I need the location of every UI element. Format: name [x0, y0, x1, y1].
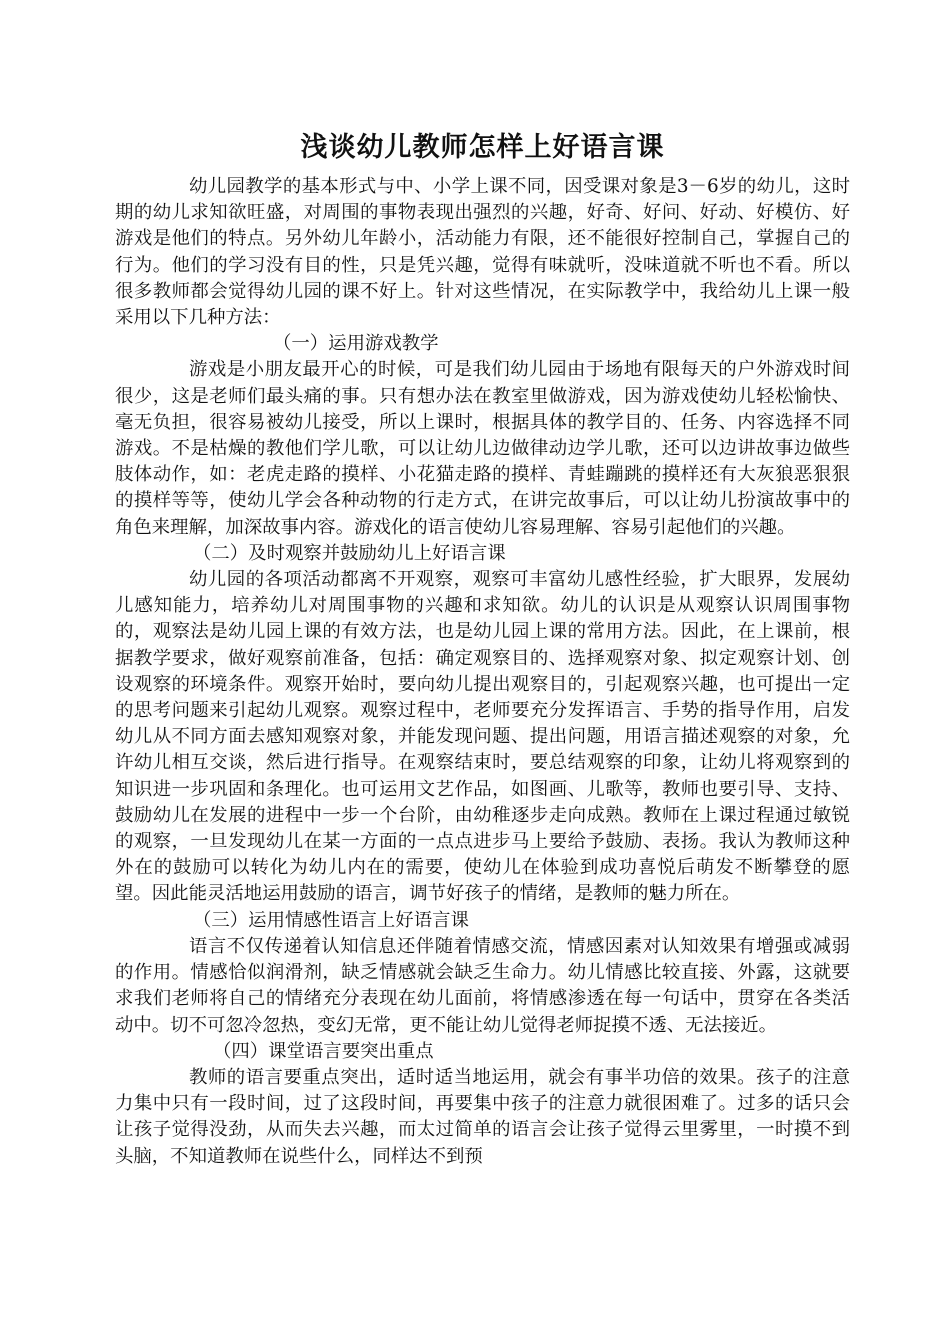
section-body-1: 游戏是小朋友最开心的时候，可是我们幼儿园由于场地有限每天的户外游戏时间很少，这是老师们最头痛的事。只有想办法在教室里做游戏，因为游戏使幼儿轻松愉快、毫无负担，很容易被幼儿接受，所以上课时，根据具体的教学目的、任务、内容选择不同游戏。不是枯燥的教他们学儿歌，可以让幼儿边做律动边学儿歌，还可以边讲故事边做些肢体动作，如：老虎走路的摸样、小花猫走路的摸样、青蛙蹦跳的摸样还有大灰狼恶狠狠的摸样等等，使幼儿学会各种动物的行走方式，在讲完故事后，可以让幼儿扮演故事中的角色来理解，加深故事内容。游戏化的语言使幼儿容易理解、容易引起他们的兴趣。	[115, 359, 850, 538]
document-page	[115, 128, 850, 1170]
intro-paragraph: 幼儿园教学的基本形式与中、小学上课不同，因受课对象是3－6岁的幼儿，这时期的幼儿求知欲旺盛，对周围的事物表现出强烈的兴趣，好奇、好问、好动、好模仿、好游戏是他们的特点。另外幼儿年龄小，活动能力有限，还不能很好控制自己，掌握自己的行为。他们的学习没有目的性，只是凭兴趣，觉得有味就听，没味道就不听也不看。所以很多教师都会觉得幼儿园的课不好上。针对这些情况，在实际教学中，我给幼儿上课一般采用以下几种方法：	[115, 176, 850, 329]
document-title: 浅谈幼儿教师怎样上好语言课	[300, 132, 665, 163]
section-body-2: 幼儿园的各项活动都离不开观察，观察可丰富幼儿感性经验，扩大眼界，发展幼儿感知能力，培养幼儿对周围事物的兴趣和求知欲。幼儿的认识是从观察认识周围事物的，观察法是幼儿园上课的有效方法，也是幼儿园上课的常用方法。因此，在上课前，根据教学要求，做好观察前准备，包括：确定观察目的、选择观察对象、拟定观察计划、创设观察的环境条件。观察开始时，要向幼儿提出观察目的，引起观察兴趣，也可提出一定的思考问题来引起幼儿观察。观察过程中，老师要充分发挥语言、手势的指导作用，启发幼儿从不同方面去感知观察对象，并能发现问题、提出问题，用语言描述观察的对象，允许幼儿相互交谈，然后进行指导。在观察结束时，要总结观察的印象，让幼儿将观察到的知识进一步巩固和条理化。也可运用文艺作品，如图画、儿歌等，教师也要引导、支持、鼓励幼儿在发展的进程中一步一个台阶，由幼稚逐步走向成熟。教师在上课过程通过敏锐的观察，一旦发现幼儿在某一方面的一点点进步马上要给予鼓励、表扬。我认为教师这种外在的鼓励可以转化为幼儿内在的需要，使幼儿在体验到成功喜悦后萌发不断攀登的愿望。因此能灵活地运用鼓励的语言，调节好孩子的情绪，是教师的魅力所在。	[115, 569, 850, 905]
section-body-3: 语言不仅传递着认知信息还伴随着情感交流，情感因素对认知效果有增强或减弱的作用。情感恰似润滑剂，缺乏情感就会缺乏生命力。幼儿情感比较直接、外露，这就要求我们老师将自己的情绪充分表现在幼儿面前，将情感渗透在每一句话中，贯穿在各类活动中。切不可忽冷忽热，变幻无常，更不能让幼儿觉得老师捉摸不透、无法接近。	[115, 935, 850, 1036]
section-heading-1: （一）运用游戏教学	[273, 333, 439, 355]
section-body-4: 教师的语言要重点突出，适时适当地运用，就会有事半功倍的效果。孩子的注意力集中只有一段时间，过了这段时间，再要集中孩子的注意力就很困难了。过多的话只会让孩子觉得没劲，从而失去兴趣，而太过简单的语言会让孩子觉得云里雾里，一时摸不到头脑，不知道教师在说些什么，同样达不到预	[115, 1066, 850, 1167]
section-heading-3: （三）运用情感性语言上好语言课	[193, 909, 469, 931]
section-heading-2: （二）及时观察并鼓励幼儿上好语言课	[193, 542, 506, 564]
section-heading-4: （四）课堂语言要突出重点	[213, 1040, 434, 1062]
